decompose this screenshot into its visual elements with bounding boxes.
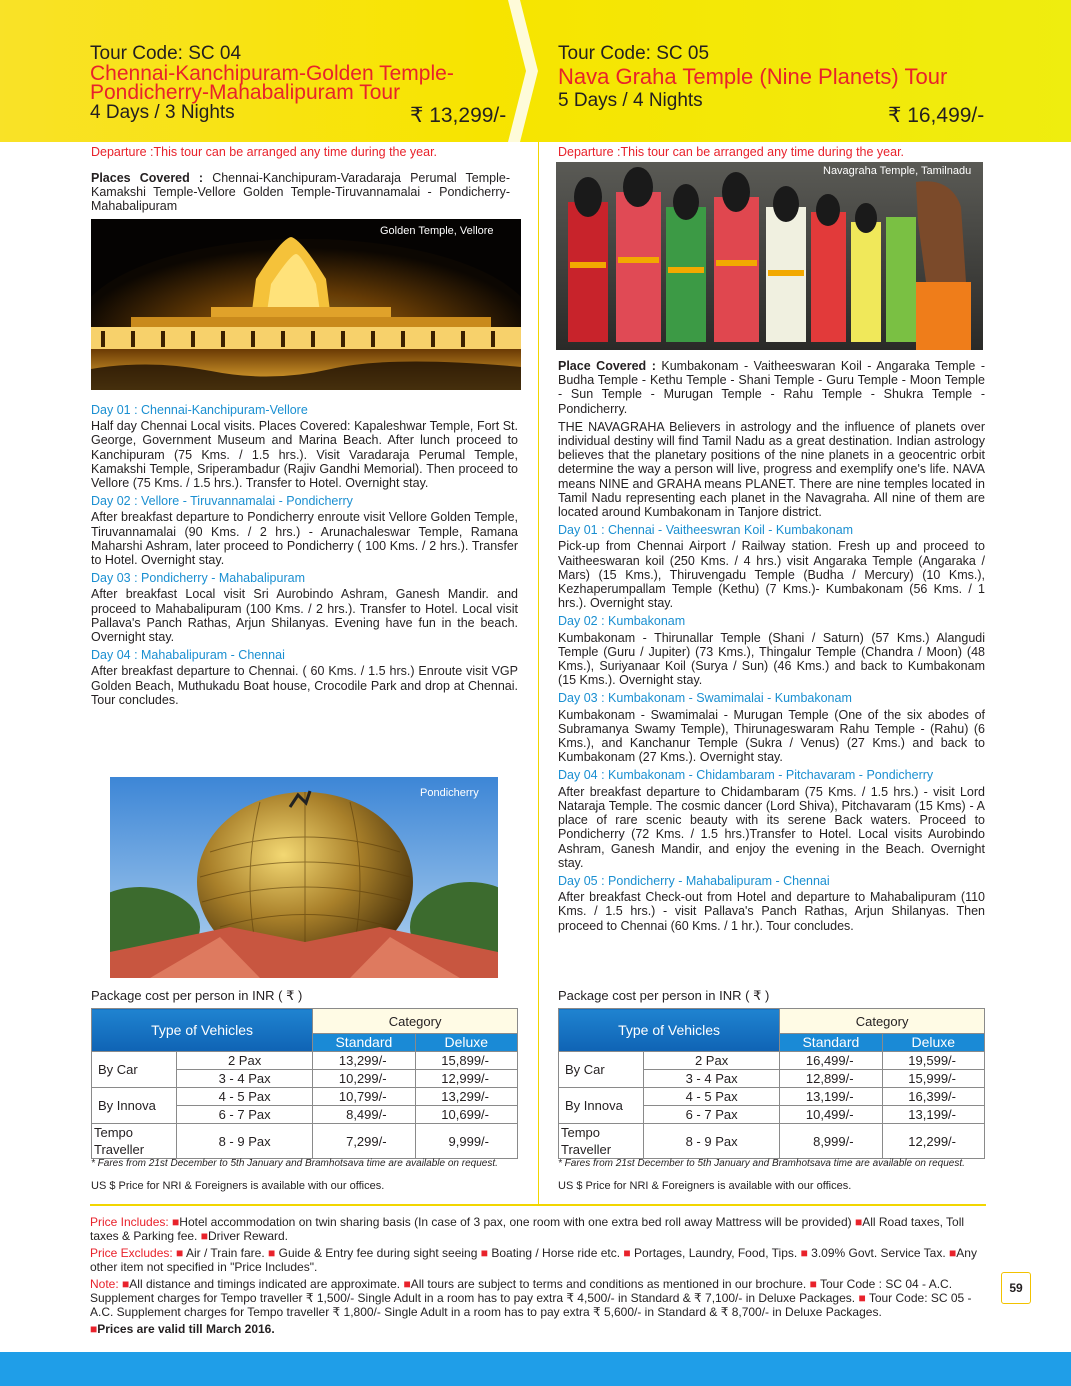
tour-code: Tour Code: SC 04 [90, 43, 242, 64]
terms-section [90, 1215, 986, 1339]
vehicle-cell: By Innova [559, 1088, 644, 1124]
deluxe-cell: 13,299/- [415, 1088, 517, 1106]
day-heading: Day 04 : Kumbakonam - Chidambaram - Pitchavaram - Pondicherry [558, 768, 934, 783]
tour-name: Nava Graha Temple (Nine Planets) Tour [558, 64, 948, 89]
day-text: Pick-up from Chennai Airport / Railway station. Fresh up and proceed to Vaitheeswaran koil (250 Kms. / 4 hrs.) visit Angaraka Temple (Angaraka / Mars) (15 Kms.), Thiruvengadu Temple (Budha / Mercury) (10 Kms.), Kezhaperumpallam Temple (Kethu) (7 Kms.)- Kumbakonam (56 Kms. / 1 hrs.). Overnight stay. [558, 539, 985, 611]
table-header-deluxe: Deluxe [415, 1034, 517, 1052]
package-cost-label: Package cost per person in INR ( ₹ ) [91, 988, 303, 1003]
standard-cell: 10,299/- [313, 1070, 415, 1088]
tour-name-line2: Pondicherry-Mahabalipuram Tour [90, 81, 401, 104]
pax-cell: 4 - 5 Pax [177, 1088, 313, 1106]
fare-note: * Fares from 21st December to 5th January and Bramhotsava time are available on request. [91, 1158, 498, 1169]
pax-cell: 2 Pax [177, 1052, 313, 1070]
places-text: Kumbakonam - Vaitheeswaran Koil - Angaraka Temple - Budha Temple - Kethu Temple - Shani Temple - Guru Temple - Moon Temple - Sun Temple - Murugan Temple - Rahu Temple - Shukra Temple - Pondicherry. [558, 359, 985, 416]
pax-cell: 6 - 7 Pax [644, 1106, 780, 1124]
standard-cell: 8,999/- [780, 1124, 882, 1159]
standard-cell: 13,199/- [780, 1088, 882, 1106]
deluxe-cell: 9,999/- [415, 1124, 517, 1159]
day-text: Kumbakonam - Thirunallar Temple (Shani / Saturn) (57 Kms.) Alangudi Temple (Guru / Jupiter) (73 Kms.), Thingalur Temple (Chandra / Moon) (48 Kms.), Suriyanaar Koil (Surya / Sun) (46 Kms.) and back to Kumbakonam (15 Kms.). Overnight stay. [558, 630, 985, 688]
standard-cell: 8,499/- [313, 1106, 415, 1124]
places-label: Place Covered : [558, 359, 656, 373]
standard-cell: 16,499/- [780, 1052, 882, 1070]
photo-caption: Pondicherry [420, 787, 479, 799]
standard-cell: 10,499/- [780, 1106, 882, 1124]
table-row [92, 1052, 518, 1070]
navagraha-intro: THE NAVAGRAHA Believers in astrology and the influence of planets over individual destiny will find Tamil Nadu as a great destination. Indian astrology believes that the planetary positions of the nine planets in a geocentric orbit determine the way a person will live, progress and exemplify one's life. NAVA means NINE and GRAHA means PLANET. There are nine temples located in Tamil Nadu representing each planet in the Navagraha. All nine of them are located around Kumbakonam in Tanjore district. [558, 419, 985, 520]
standard-cell: 12,899/- [780, 1070, 882, 1088]
chevron-divider [508, 0, 538, 142]
places-label: Places Covered : [91, 171, 204, 185]
fare-note: * Fares from 21st December to 5th January and Bramhotsava time are available on request. [558, 1158, 965, 1169]
usd-note: US $ Price for NRI & Foreigners is available with our offices. [91, 1180, 385, 1192]
table-header-category: Category [313, 1009, 518, 1034]
pondicherry-photo [110, 777, 498, 978]
vehicle-cell: By Car [92, 1052, 177, 1088]
tour-code: Tour Code: SC 05 [558, 43, 710, 64]
price-excludes: Price Excludes: ■ Air / Train fare. ■ Guide & Entry fee during sight seeing ■ Boating / Horse ride etc. ■ Portages, Laundry, Food, Tips. ■ 3.09% Govt. Service Tax. ■Any other item not specified in "Price Includes". [90, 1246, 977, 1274]
places-covered [91, 171, 510, 214]
fare-table [558, 1008, 985, 1159]
golden-temple-photo [91, 219, 521, 390]
day-text: Half day Chennai Local visits. Places Covered: Kapaleshwar Temple, Fort St. George, Government Museum and Marina Beach. After lunch proceed to Kanchipuram (75 Kms. / 1.5 hrs.). Visit Varadaraja Perumal Temple, Kamakshi Temple, Sriperambadur (Rajiv Gandhi Memorial). Then proceed to Vellore (75 Kms. / 1.5 hrs.). Transfer to Hotel. Overnight stay. [91, 419, 518, 491]
package-cost-label: Package cost per person in INR ( ₹ ) [558, 988, 770, 1003]
vehicle-cell: Tempo Traveller [92, 1124, 177, 1159]
places-text: Chennai-Kanchipuram-Varadaraja Perumal Temple-Kamakshi Temple-Vellore Golden Temple-Tiruvannamalai - Pondicherry- Mahabalipuram [91, 171, 510, 214]
table-header-vehicles: Type of Vehicles [559, 1009, 780, 1052]
header-banner [0, 0, 1071, 142]
day-heading: Day 02 : Kumbakonam [558, 614, 686, 629]
vehicle-cell: By Innova [92, 1088, 177, 1124]
table-row [92, 1088, 518, 1106]
day-heading: Day 02 : Vellore - Tiruvannamalai - Pondicherry [91, 494, 353, 509]
section-divider [90, 1204, 986, 1206]
photo-caption: Navagraha Temple, Tamilnadu [823, 165, 972, 177]
pax-cell: 8 - 9 Pax [177, 1124, 313, 1159]
tour-duration: 5 Days / 4 Nights [558, 90, 703, 111]
tour-duration: 4 Days / 3 Nights [90, 102, 235, 123]
day-text: Kumbakonam - Swamimalai - Murugan Temple (One of the six abodes of Subramanya Swamy Temple), Thirunageswaram Rahu Temple - (Rahu) (6 Kms.), and Kanchanur Temple (Sukra / Venus) (27 Kms.) and back to Kumbakonam (27 Kms.). Overnight stay. [558, 707, 985, 765]
deluxe-cell: 12,299/- [882, 1124, 984, 1159]
table-header-vehicles: Type of Vehicles [92, 1009, 313, 1052]
photo-caption: Golden Temple, Vellore [380, 225, 494, 237]
standard-cell: 7,299/- [313, 1124, 415, 1159]
day-heading: Day 03 : Pondicherry - Mahabalipuram [91, 571, 305, 586]
pax-cell: 3 - 4 Pax [644, 1070, 780, 1088]
day-heading: Day 04 : Mahabalipuram - Chennai [91, 648, 285, 663]
day-text: After breakfast departure to Pondicherry enroute visit Vellore Golden Temple, Tiruvannamalai (90 Kms. / 2 hrs.) - Arunachaleswar Temple, Ramana Maharshi Ashram, later proceed to Pondicherry ( 100 Kms. / 2 hrs.). Transfer to Hotel. Overnight stay. [91, 510, 518, 568]
pax-cell: 8 - 9 Pax [644, 1124, 780, 1159]
table-header-standard: Standard [313, 1034, 415, 1052]
deluxe-cell: 13,199/- [882, 1106, 984, 1124]
tour-name-line1: Chennai-Kanchipuram-Golden Temple- [90, 62, 454, 85]
vehicle-cell: Tempo Traveller [559, 1124, 644, 1159]
deluxe-cell: 12,999/- [415, 1070, 517, 1088]
table-row [559, 1088, 985, 1106]
column-divider [538, 142, 539, 1204]
pax-cell: 6 - 7 Pax [177, 1106, 313, 1124]
deluxe-cell: 15,899/- [415, 1052, 517, 1070]
standard-cell: 10,799/- [313, 1088, 415, 1106]
pax-cell: 4 - 5 Pax [644, 1088, 780, 1106]
deluxe-cell: 19,599/- [882, 1052, 984, 1070]
day-text: After breakfast Local visit Sri Aurobindo Ashram, Ganesh Mandir. and proceed to Mahabalipuram (100 Kms. / 2 hrs.). Transfer to Hotel. Local visit Pallava's Panch Rathas, Arjun Shilanyas. Evening have fun in the beach. Overnight stay. [91, 587, 518, 645]
table-header-standard: Standard [780, 1034, 882, 1052]
day-heading: Day 03 : Kumbakonam - Swamimalai - Kumbakonam [558, 691, 852, 706]
deluxe-cell: 16,399/- [882, 1088, 984, 1106]
left-itinerary [91, 401, 518, 711]
deluxe-cell: 15,999/- [882, 1070, 984, 1088]
pax-cell: 3 - 4 Pax [177, 1070, 313, 1088]
day-heading: Day 05 : Pondicherry - Mahabalipuram - Chennai [558, 873, 830, 888]
day-text: After breakfast departure to Chennai. ( 60 Kms. / 1.5 hrs.) Enroute visit VGP Golden Beach, Muthukadu Boat house, Crocodile Park and drop at Chennai. Tour concludes. [91, 664, 518, 707]
table-row [559, 1124, 985, 1159]
price-includes: Price Includes: ■Hotel accommodation on twin sharing basis (In case of 3 pax, one room with one extra bed roll away Mattress will be provided) ■All Road taxes, Toll taxes & Parking fee. ■Driver Reward. [90, 1215, 965, 1243]
fare-table [91, 1008, 518, 1159]
tour-price: ₹ 13,299/- [410, 104, 507, 127]
table-header-deluxe: Deluxe [882, 1034, 984, 1052]
notes: Note: ■All distance and timings indicated are approximate. ■All tours are subject to terms and conditions as mentioned in our brochure. ■ Tour Code : SC 04 - A.C. Supplement charges for Tempo traveller ₹ 1,500/- Single Adult in a room has to pay extra ₹ 4,500/- in Standard & ₹ 7,100/- in Deluxe Packages. ■ Tour Code: SC 05 - A.C. Supplement charges for Tempo traveller ₹ 1,800/- Single Adult in a room has to pay extra ₹ 5,600/- in Standard & ₹ 8,700/- in Deluxe Packages. [90, 1277, 972, 1319]
day-text: After breakfast departure to Chidambaram (75 Kms. / 1.5 hrs.) - visit Lord Nataraja Temple. The cosmic dancer (Lord Shiva), Pitchavaram (15 Kms) - A place of rare scenic beauty with its serene Back waters. Proceed to Pondicherry (72 Kms. / 1.5 hrs.)Transfer to Hotel. Local visits Aurobindo Ashram, Ganesh Mandir, and enjoy the evening in the Beach. Overnight stay. [558, 784, 985, 870]
usd-note: US $ Price for NRI & Foreigners is available with our offices. [558, 1180, 852, 1192]
footer-bar [0, 1352, 1071, 1386]
right-tour-header [558, 44, 988, 112]
departure-note: Departure :This tour can be arranged any time during the year. [558, 145, 905, 159]
table-row [559, 1052, 985, 1070]
day-heading: Day 01 : Chennai - Vaitheeswran Koil - Kumbakonam [558, 523, 854, 538]
day-heading: Day 01 : Chennai-Kanchipuram-Vellore [91, 403, 308, 417]
day-text: After breakfast Check-out from Hotel and departure to Mahabalipuram (110 Kms. / 1.5 hrs.) - visit Pallava's Panch Rathas, Arjun Shilanyas. Then proceed to Chennai (60 Kms. / 1 hr.). Tour concludes. [558, 890, 985, 933]
navagraha-temple-photo [556, 162, 983, 350]
table-row [92, 1124, 518, 1159]
right-itinerary [558, 359, 985, 937]
departure-note: Departure :This tour can be arranged any time during the year. [91, 145, 438, 159]
table-header-category: Category [780, 1009, 985, 1034]
deluxe-cell: 10,699/- [415, 1106, 517, 1124]
pax-cell: 2 Pax [644, 1052, 780, 1070]
standard-cell: 13,299/- [313, 1052, 415, 1070]
validity-note: ■Prices are valid till March 2016. [90, 1322, 275, 1336]
page-number: 59 [1001, 1272, 1031, 1304]
tour-price: ₹ 16,499/- [888, 104, 985, 127]
vehicle-cell: By Car [559, 1052, 644, 1088]
